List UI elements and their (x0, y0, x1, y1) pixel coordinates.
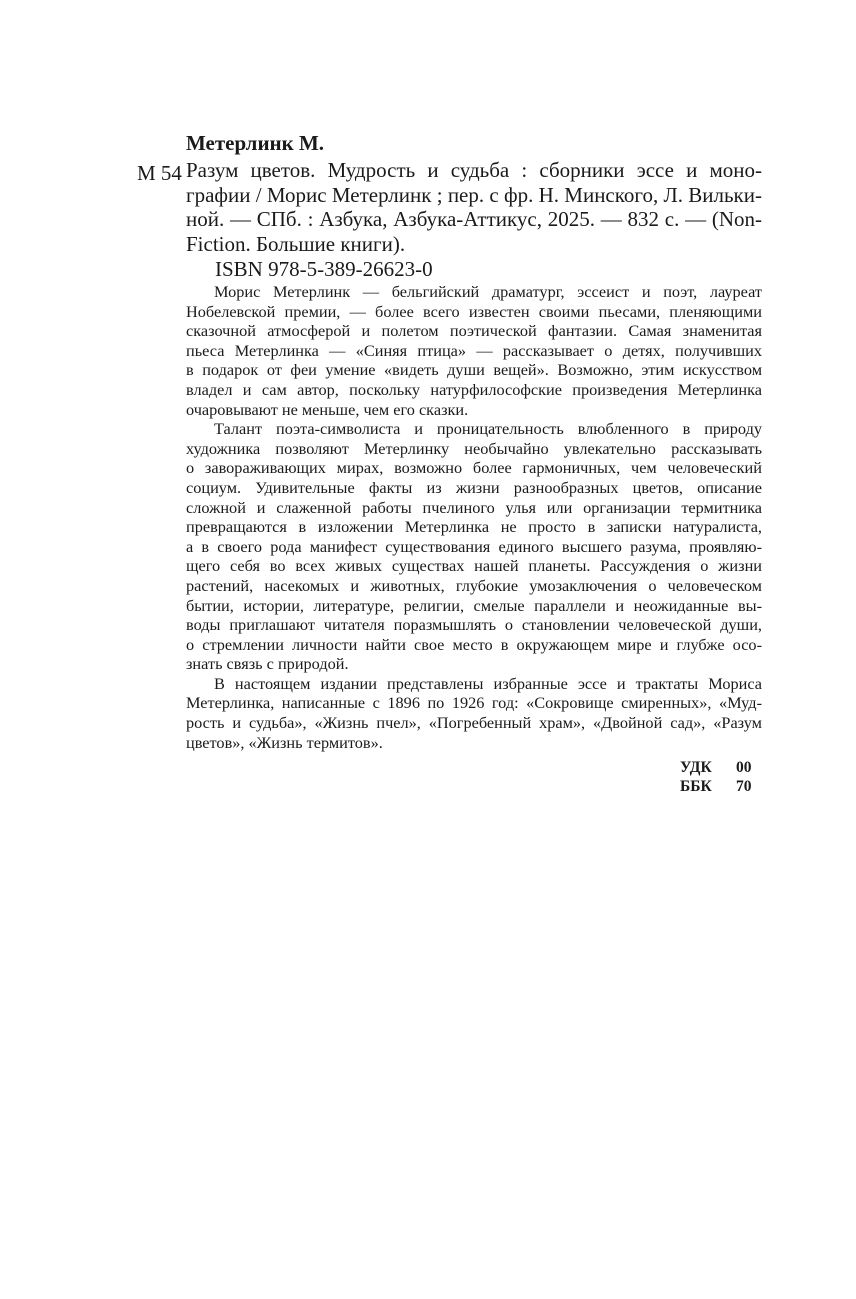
author-mark: М 54 (137, 161, 182, 185)
annotation-paragraph (186, 282, 762, 419)
bib-line: Fiction. Большие книги). (186, 231, 406, 256)
bib-line: Разум цветов. Мудрость и судьба : сборники эссе и моно- (186, 158, 762, 182)
bbk-row (650, 777, 762, 796)
text-line: сложной и слаженной работы пчелиного улья или организации термитника (186, 497, 762, 517)
udk-label: УДК (680, 759, 712, 776)
text-line: очаровывают не меньше, чем его сказки. (186, 399, 469, 419)
text-line: цветов», «Жизнь термитов». (186, 732, 383, 752)
bbk-value: 70 (736, 778, 752, 795)
annotation-paragraph (186, 419, 762, 674)
annotation (186, 282, 762, 752)
text-line: растений, насекомых и животных, глубокие умозаключения о человеческом (186, 575, 762, 595)
text-line: щего себя во всех живых существах нашей планеты. Рассуждения о жизни (186, 556, 762, 576)
annotation-paragraph (186, 674, 762, 752)
isbn: ISBN 978-5-389-26623-0 (215, 257, 433, 281)
text-line: Нобелевской премии, — более всего известен своими пьесами, пленяющими (186, 301, 762, 321)
udk-value: 00 (736, 759, 752, 776)
text-line: В настоящем издании представлены избранные эссе и трактаты Мориса (214, 673, 762, 693)
udk-row (650, 758, 762, 777)
text-line: а в своего рода манифест существования единого высшего разума, проявляю- (186, 536, 762, 556)
bib-line: графии / Морис Метерлинк ; пер. с фр. Н. Минского, Л. Вильки- (186, 182, 762, 207)
bibliographic-description (186, 158, 762, 256)
text-line: социум. Удивительные факты из жизни разнообразных цветов, описание (186, 477, 762, 497)
text-line: воды приглашают читателя поразмышлять о становлении человеческой души, (186, 615, 762, 635)
text-line: художника позволяют Метерлинку необычайно увлекательно рассказывать (186, 438, 762, 458)
classification-codes (650, 758, 762, 796)
text-line: сказочной атмосферой и полетом поэтической фантазии. Самая знаменитая (186, 321, 762, 341)
text-line: Морис Метерлинк — бельгийский драматург, эссеист и поэт, лауреат (214, 282, 762, 301)
text-line: о стремлении личности найти свое место в окружающем мире и глубже осо- (186, 634, 762, 654)
text-line: в подарок от феи умение «видеть души вещей». Возможно, этим искусством (186, 360, 762, 380)
text-line: бытии, истории, литературе, религии, смелые параллели и неожиданные вы- (186, 595, 762, 615)
text-line: превращаются в изложении Метерлинка не просто в записки натуралиста, (186, 517, 762, 537)
text-line: Метерлинка, написанные с 1896 по 1926 год: «Сокровище смиренных», «Муд- (186, 693, 762, 713)
text-line: рость и судьба», «Жизнь пчел», «Погребенный храм», «Двойной сад», «Разум (186, 713, 762, 733)
text-line: пьеса Метерлинка — «Синяя птица» — рассказывает о детях, получивших (186, 340, 762, 360)
bib-line: ной. — СПб. : Азбука, Азбука-Аттикус, 2025. — 832 с. — (Non- (186, 207, 762, 231)
text-line: знать связь с природой. (186, 654, 349, 674)
bbk-label: ББК (680, 778, 712, 795)
text-line: владел и сам автор, поскольку натурфилософские произведения Метерлинка (186, 379, 762, 399)
author-heading: Метерлинк М. (186, 131, 325, 155)
text-line: Талант поэта-символиста и проницательность влюбленного в природу (214, 419, 762, 439)
text-line: о завораживающих мирах, возможно более гармоничных, чем человеческий (186, 458, 762, 478)
